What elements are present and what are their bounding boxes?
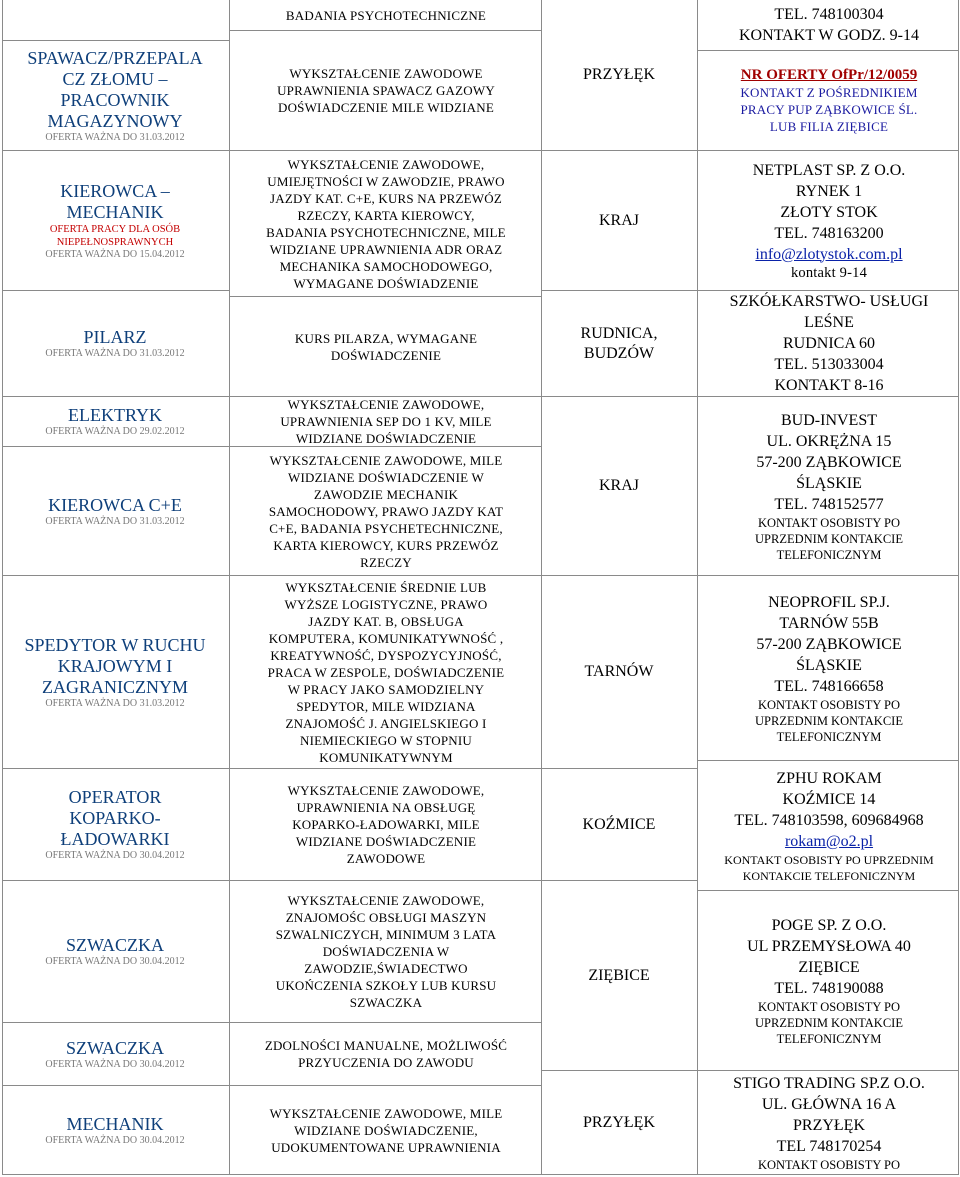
contact-note: UPRZEDNIM KONTAKCIE [755,531,903,546]
requirements-line: JAZDY KAT. C+E, KURS NA PRZEWÓZ [269,190,502,206]
contact-line: ZPHU ROKAM [776,769,882,787]
contact-line: PRACY PUP ZĄBKOWICE ŚL. [740,102,918,117]
position-cell [2,1086,228,1174]
work-place: KRAJ [598,211,639,229]
requirements-line: SZWACZKA [349,995,423,1010]
contact-line: NETPLAST SP. Z O.O. [752,161,906,179]
contact-line: RYNEK 1 [795,182,863,200]
position-title: OPERATOR [68,787,162,807]
requirements-line: WYKSZTAŁCENIE ZAWODOWE, [287,893,485,908]
contact-line: UL. OKRĘŻNA 15 [766,432,892,450]
requirements-line: UDOKUMENTOWANE UPRAWNIENIA [271,1139,501,1155]
contact-line: TEL. 748152577 [774,495,884,513]
contact-line: KOŹMICE 14 [782,790,876,808]
requirements-cell [232,397,540,446]
offer-note: NIEPEŁNOSPRAWNYCH [56,236,174,248]
contact-note: KONTAKT OSOBISTY PO UPRZEDNIM [724,852,934,867]
contact-note: TELEFONICZNYM [776,1031,882,1046]
contact-note: UPRZEDNIM KONTAKCIE [755,1015,903,1030]
contact-line: BUD-INVEST [781,411,877,429]
requirements-line: WIDZIANE DOŚWIADCZENIE, [294,1122,478,1138]
requirements-line: UPRAWNIENIA SEP DO 1 KV, MILE [280,414,492,429]
contact-line: SZKÓŁKARSTWO- USŁUGI [729,293,929,310]
requirements-line: DOŚWIADCZENIA W [322,944,450,959]
contact-cell [700,761,958,890]
position-title: KIEROWCA – [60,180,170,201]
contact-line: TEL. 748163200 [774,224,884,242]
requirements-line: WYKSZTAŁCENIE ZAWODOWE, MILE [269,452,503,468]
position-cell [2,447,228,575]
work-place: PRZYŁĘK [583,1113,655,1131]
requirements-line: WYKSZTAŁCENIE ZAWODOWE, [287,156,485,172]
requirements-line: SAMOCHODOWY, PRAWO JAZDY KAT [268,503,504,519]
requirements-line: NIEMIECKIEGO W STOPNIU [300,732,472,748]
requirements-line: W PRACY JAKO SAMODZIELNY [287,681,485,697]
requirements-line: PRACA W ZESPOLE, DOŚWIADCZENIE [267,664,505,680]
contact-line: UL. GŁÓWNA 16 A [761,1095,897,1113]
column-divider [229,0,230,1175]
place-cell [542,291,696,396]
requirements-line: SZWALNICZYCH, MINIMUM 3 LATA [275,927,497,942]
position-title: SPEDYTOR W RUCHU [24,634,206,655]
contact-line: TEL. 513033004 [774,356,884,373]
position-title: MECHANIK [66,1113,164,1134]
offer-valid-until: OFERTA WAŻNA DO 31.03.2012 [45,515,185,527]
offer-number: NR OFERTY OfPr/12/0059 [740,67,918,83]
email-link[interactable]: info@zlotystok.com.pl [755,245,903,263]
position-title: SZWACZKA [66,935,164,955]
contact-note: KONTAKT OSOBISTY PO [757,515,901,530]
requirements-line: DOŚWIADCZENIE [330,347,442,363]
contact-cell [700,891,958,1070]
work-place: TARNÓW [584,663,654,680]
contact-note: TELEFONICZNYM [776,547,882,562]
row-divider [541,1174,697,1175]
requirements-line: WIDZIANE DOŚWIADCZENIE [295,431,477,446]
contact-line: TEL. 748103598, 609684968 [734,811,924,829]
requirements-line: WYKSZTAŁCENIE ZAWODOWE, [287,397,485,412]
requirements-line: WYKSZTAŁCENIE ZAWODOWE, [287,783,485,798]
requirements-cell [232,447,540,575]
contact-cell [700,291,958,396]
contact-line: ŚLĄSKIE [796,474,862,492]
requirements-line: KOPARKO-ŁADOWARKI, MILE [292,817,480,832]
offer-note: OFERTA PRACY DLA OSÓB [49,223,181,235]
place-cell [542,576,696,768]
position-cell [2,291,228,396]
position-cell [2,41,228,150]
row-divider [2,1174,229,1175]
contact-note: UPRZEDNIM KONTAKCIE [755,713,903,728]
requirements-cell [232,31,540,150]
contact-line: STIGO TRADING SP.Z O.O. [733,1074,925,1092]
position-title: PILARZ [83,327,147,347]
requirements-line: ZNAJOMOŚC OBSŁUGI MASZYN [285,910,487,925]
offer-valid-until: OFERTA WAŻNA DO 29.02.2012 [45,426,185,437]
requirements-line: WIDZIANE DOŚWIADCZENIE W [288,469,484,485]
requirements-line: WYŻSZE LOGISTYCZNE, PRAWO [284,596,488,612]
requirements-line: KOMUNIKATYWNYM [319,749,453,765]
requirements-line: ZNAJOMOŚĆ J. ANGIELSKIEGO I [285,715,487,731]
requirements-line: ZAWODZIE MECHANIK [313,486,459,502]
contact-line: TEL. 748166658 [774,677,884,695]
contact-hours: kontakt 9-14 [790,264,868,281]
contact-note: KONTAKCIE TELEFONICZNYM [742,868,916,883]
requirements-cell-header [232,0,540,30]
requirements-line: WIDZIANE DOŚWIADCZENIE [295,834,477,849]
work-place: KRAJ [598,477,639,494]
requirements-cell [232,1023,540,1085]
position-title: MECHANIK [66,201,164,222]
position-cell [2,397,228,446]
position-title: ZAGRANICZNYM [42,676,188,697]
requirements-line: KARTA KIEROWCY, KURS PRZEWÓZ [273,537,499,553]
offer-valid-until: OFERTA WAŻNA DO 15.04.2012 [45,248,185,260]
requirements-line: RZECZY [360,554,412,570]
position-cell [2,151,228,290]
contact-note: KONTAKT OSOBISTY PO [757,697,901,712]
offer-valid-until: OFERTA WAŻNA DO 30.04.2012 [45,1134,185,1146]
position-title: KRAJOWYM I [57,655,173,676]
requirements-line: C+E, BADANIA PSYCHETECHNICZNE, [269,520,503,536]
position-title: ŁADOWARKI [60,829,170,849]
offer-valid-until: OFERTA WAŻNA DO 30.04.2012 [45,1058,185,1070]
offer-valid-until: OFERTA WAŻNA DO 31.03.2012 [45,348,185,359]
requirements-text: BADANIA PSYCHOTECHNICZNE [285,7,487,23]
requirements-line: SPEDYTOR, MILE WIDZIANA [296,698,476,714]
requirements-cell [232,151,540,296]
contact-line: RUDNICA 60 [782,335,875,352]
position-cell [2,769,228,880]
requirements-line: ZAWODOWE [346,851,426,866]
place-cell [542,0,696,150]
requirements-cell [232,1086,540,1174]
requirements-line: UPRAWNIENIA SPAWACZ GAZOWY [277,83,495,98]
contact-line: TARNÓW 55B [779,614,879,632]
requirements-line: WYKSZTAŁCENIE ZAWODOWE [289,66,483,81]
requirements-line: WIDZIANE UPRAWNIENIA ADR ORAZ [269,241,503,257]
work-place: BUDZÓW [583,344,655,362]
place-cell [542,881,696,1070]
contact-line: UL PRZEMYSŁOWA 40 [747,937,911,955]
requirements-line: BADANIA PSYCHOTECHNICZNE, MILE [266,224,506,240]
row-divider [697,1174,958,1175]
table-border-right [958,0,959,1175]
position-title: PRACOWNIK [60,89,170,110]
contact-line: KONTAKT W GODZ. 9-14 [738,27,920,44]
work-place: KOŹMICE [582,815,656,833]
place-cell [542,769,696,880]
contact-line: TEL 748170254 [776,1137,882,1155]
requirements-line: DOŚWIADCZENIE MILE WIDZIANE [277,100,494,115]
place-cell [542,397,696,575]
contact-cell [700,151,958,290]
position-title: KIEROWCA C+E [48,494,182,515]
work-place: PRZYŁĘK [583,66,655,83]
requirements-line: JAZDY KAT. B, OBSŁUGA [308,613,464,629]
row-divider [229,1174,541,1175]
contact-line: ŚLĄSKIE [796,656,862,674]
requirements-line: UMIEJĘTNOŚCI W ZAWODZIE, PRAWO [267,173,505,189]
column-divider [697,0,698,1175]
contact-line: KONTAKT 8-16 [774,377,884,394]
contact-note: KONTAKT OSOBISTY PO [757,1157,901,1172]
contact-note: KONTAKT OSOBISTY PO [757,999,901,1014]
requirements-line: ZDOLNOŚCI MANUALNE, MOŻLIWOŚĆ [264,1038,508,1053]
requirements-line: WYMAGANE DOŚWIADZENIE [293,275,479,291]
position-title: ELEKTRYK [68,405,162,425]
contact-cell [700,576,958,760]
contact-line: 57-200 ZĄBKOWICE [756,453,902,471]
requirements-line: UPRAWNIENIA NA OBSŁUGĘ [296,800,476,815]
position-title: SPAWACZ/PRZEPALA [27,47,203,68]
offer-valid-until: OFERTA WAŻNA DO 30.04.2012 [45,850,185,861]
contact-line: PRZYŁĘK [793,1116,865,1134]
contact-line: ZŁOTY STOK [780,203,878,221]
requirements-cell [232,297,540,396]
requirements-line: KREATYWNOŚĆ, DYSPOZYCYJNOŚĆ, [270,647,502,663]
place-cell [542,1071,696,1174]
offer-valid-until: OFERTA WAŻNA DO 30.04.2012 [45,956,185,967]
requirements-line: KURS PILARZA, WYMAGANE [294,330,478,346]
requirements-cell [232,769,540,880]
contact-note: TELEFONICZNYM [776,729,882,744]
work-place: RUDNICA, [580,324,658,342]
contact-cell [700,1071,958,1174]
position-cell [2,881,228,1022]
contact-line: POGE SP. Z O.O. [771,916,887,934]
contact-line: LEŚNE [804,314,854,331]
requirements-line: PRZYUCZENIA DO ZAWODU [298,1055,474,1070]
requirements-cell [232,576,540,768]
contact-cell [700,397,958,575]
requirements-line: KOMPUTERA, KOMUNIKATYWNOŚĆ , [268,630,504,646]
email-link[interactable]: rokam@o2.pl [784,832,874,850]
requirements-line: ZAWODZIE,ŚWIADECTWO [304,961,468,976]
position-title: SZWACZKA [66,1037,164,1058]
position-title: KOPARKO- [69,808,161,828]
contact-line: TEL. 748100304 [774,6,884,23]
offer-valid-until: OFERTA WAŻNA DO 31.03.2012 [45,131,185,143]
requirements-line: RZECZY, KARTA KIEROWCY, [297,207,475,223]
position-cell [2,1023,228,1085]
position-cell [2,576,228,768]
contact-cell-header [700,2,958,48]
requirements-line: MECHANIKA SAMOCHODOWEGO, [279,258,493,274]
contact-line: ZIĘBICE [798,958,860,976]
contact-line: TEL. 748190088 [774,979,884,997]
requirements-line: WYKSZTAŁCENIE ŚREDNIE LUB [285,579,487,595]
requirements-line: WYKSZTAŁCENIE ZAWODOWE, MILE [269,1105,503,1121]
work-place: ZIĘBICE [588,966,650,984]
requirements-line: UKOŃCZENIA SZKOŁY LUB KURSU [275,978,497,993]
requirements-cell [232,881,540,1022]
contact-line: NEOPROFIL SP.J. [768,593,890,611]
contact-line: LUB FILIA ZIĘBICE [769,119,889,134]
position-title: CZ ZŁOMU – [62,68,168,89]
position-title: MAGAZYNOWY [47,110,183,131]
contact-line: 57-200 ZĄBKOWICE [756,635,902,653]
contact-line: KONTAKT Z POŚREDNIKIEM [740,85,918,100]
contact-cell [700,51,958,150]
offer-valid-until: OFERTA WAŻNA DO 31.03.2012 [45,697,185,709]
place-cell [542,151,696,290]
